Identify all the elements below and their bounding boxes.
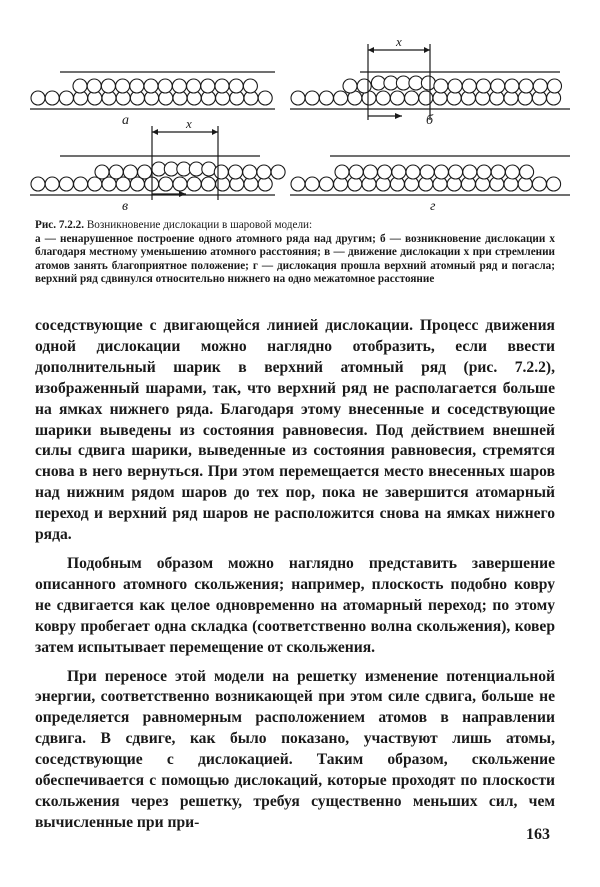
- upper-row-ball: [243, 79, 257, 93]
- lower-row-ball: [419, 91, 433, 105]
- arrow-head: [212, 129, 218, 135]
- ball-model-diagram: [30, 28, 570, 218]
- upper-row-ball: [392, 165, 406, 179]
- panel-label-d: г: [430, 199, 436, 214]
- upper-row-ball: [138, 165, 152, 179]
- upper-row-ball: [214, 165, 228, 179]
- upper-row-ball: [229, 165, 243, 179]
- upper-row-ball: [449, 165, 463, 179]
- upper-row-ball: [189, 162, 203, 176]
- lower-row-ball: [59, 91, 73, 105]
- upper-row-ball: [505, 79, 519, 93]
- arrow-head: [368, 47, 374, 53]
- caption-body: а — ненарушенное построение одного атомного ряда над другим; б — возникновение дислокации x благодаря местному уменьшению атомного расстояния; в — движение дислокации x при стремлении атомов занять благоприятное положение; г — дислокация прошла верхний атомный ряд и погасла; верхний ряд сдвинулся относительно нижнего на одно межатомное расстояние: [35, 232, 555, 286]
- lower-row-ball: [390, 91, 404, 105]
- dislocation-x-label-b: x: [396, 34, 402, 49]
- lower-row-ball: [31, 177, 45, 191]
- lower-row-ball: [547, 177, 561, 191]
- lower-row-ball: [319, 177, 333, 191]
- upper-row-ball: [201, 79, 215, 93]
- paragraph: соседствующие с двигающейся линией дислокации. Процесс движения одной дислокации можно наглядно отобразить, если ввести дополнительный шарик в верхний атомный ряд (рис. 7.2.2), изображенный шарами, так, что верхний ряд не располагается больше на ямках нижнего ряда. Благодаря этому внесенные и соседствующие шарики выведены из состояния равновесия. Под действием внешней силы сдвига шарики, выведенные из состояния равновесия, стремятся снова в него вернуться. При этом перемещается место внесенных шаров над нижним рядом шаров до тех пор, пока не завершится атомарный переход и верхний ряд шаров не расположится снова на ямках нижнего ряда.: [35, 317, 555, 544]
- upper-row-ball: [491, 165, 505, 179]
- upper-row-ball: [491, 79, 505, 93]
- panel-a: [30, 72, 275, 109]
- lower-row-ball: [173, 177, 187, 191]
- upper-row-ball: [101, 79, 115, 93]
- upper-row-ball: [144, 79, 158, 93]
- upper-row-ball: [396, 76, 410, 90]
- upper-row-ball: [202, 162, 216, 176]
- upper-row-ball: [548, 79, 562, 93]
- arrow-head: [179, 191, 186, 197]
- caption-title-text: Возникновение дислокации в шаровой модели:: [86, 219, 313, 231]
- panel-c: [30, 126, 285, 200]
- upper-row-ball: [505, 165, 519, 179]
- lower-row-ball: [159, 177, 173, 191]
- lower-row-ball: [45, 177, 59, 191]
- upper-row-ball: [164, 162, 178, 176]
- upper-row-ball: [349, 165, 363, 179]
- dislocation-x-label-c: x: [186, 116, 192, 131]
- upper-row-ball: [406, 165, 420, 179]
- upper-row-ball: [87, 79, 101, 93]
- upper-row-ball: [343, 79, 357, 93]
- upper-row-ball: [477, 79, 491, 93]
- upper-row-ball: [123, 165, 137, 179]
- upper-row-ball: [187, 79, 201, 93]
- upper-row-ball: [152, 162, 166, 176]
- panel-b: [290, 44, 570, 120]
- upper-row-ball: [434, 165, 448, 179]
- upper-row-ball: [335, 165, 349, 179]
- upper-row-ball: [177, 162, 191, 176]
- arrow-head: [424, 47, 430, 53]
- upper-row-ball: [95, 165, 109, 179]
- lower-row-ball: [59, 177, 73, 191]
- lower-row-ball: [74, 177, 88, 191]
- panel-label-c: в: [122, 199, 129, 214]
- lower-row-ball: [319, 91, 333, 105]
- lower-row-ball: [305, 91, 319, 105]
- upper-row-ball: [130, 79, 144, 93]
- lower-row-ball: [31, 91, 45, 105]
- lower-row-ball: [532, 177, 546, 191]
- upper-row-ball: [158, 79, 172, 93]
- panel-label-a: а: [122, 113, 129, 128]
- lower-row-ball: [334, 91, 348, 105]
- upper-row-ball: [363, 165, 377, 179]
- panel-label-b: б: [426, 113, 434, 128]
- upper-row-ball: [409, 76, 423, 90]
- lower-row-ball: [305, 177, 319, 191]
- lower-row-ball: [376, 91, 390, 105]
- upper-row-ball: [73, 79, 87, 93]
- upper-row-ball: [434, 79, 448, 93]
- upper-row-ball: [533, 79, 547, 93]
- upper-row-ball: [357, 79, 371, 93]
- panel-d: [290, 156, 570, 195]
- lower-row-ball: [187, 177, 201, 191]
- upper-row-ball: [420, 165, 434, 179]
- page-number: 163: [526, 826, 550, 843]
- upper-row-ball: [271, 165, 285, 179]
- upper-row-ball: [463, 165, 477, 179]
- lower-row-ball: [291, 177, 305, 191]
- upper-row-ball: [519, 79, 533, 93]
- caption-title: Рис. 7.2.2.: [35, 219, 85, 231]
- upper-row-ball: [172, 79, 186, 93]
- figure-caption: [35, 219, 555, 287]
- upper-row-ball: [520, 165, 534, 179]
- upper-row-ball: [477, 165, 491, 179]
- paragraph: Подобным образом можно наглядно представить завершение описанного атомного скольжения; например, плоскость подобно ковру не сдвигается как целое одновременно на атомарный переход; по этому ковру пробегает одна складка (соответственно волна скольжения), ковер затем испытывает перемещение от скольжения.: [35, 554, 555, 656]
- upper-row-ball: [116, 79, 130, 93]
- upper-row-ball: [243, 165, 257, 179]
- upper-row-ball: [215, 79, 229, 93]
- lower-row-ball: [258, 91, 272, 105]
- body-text: [35, 316, 555, 834]
- upper-row-ball: [462, 79, 476, 93]
- upper-row-ball: [421, 76, 435, 90]
- paragraph: При переносе этой модели на решетку изменение потенциальной энергии, соответственно возникающей при этом силе сдвига, больше не определяется равномерным расположением атомов в направлении сдвига. В сдвиге, как было показано, участвуют лишь атомы, соседствующие с дислокацией. Таким образом, скольжение обеспечивается с помощью дислокаций, которые проходят по плоскости скольжения через решетку, требуя существенно меньших сил, чем вычисленные при при-: [35, 667, 555, 831]
- upper-row-ball: [371, 76, 385, 90]
- upper-row-ball: [229, 79, 243, 93]
- upper-row-ball: [448, 79, 462, 93]
- figure-7-2-2: [30, 28, 570, 218]
- lower-row-ball: [291, 91, 305, 105]
- upper-row-ball: [384, 76, 398, 90]
- upper-row-ball: [378, 165, 392, 179]
- lower-row-ball: [45, 91, 59, 105]
- arrow-head: [395, 113, 402, 119]
- lower-row-ball: [201, 177, 215, 191]
- lower-row-ball: [405, 91, 419, 105]
- upper-row-ball: [257, 165, 271, 179]
- upper-row-ball: [109, 165, 123, 179]
- arrow-head: [152, 129, 158, 135]
